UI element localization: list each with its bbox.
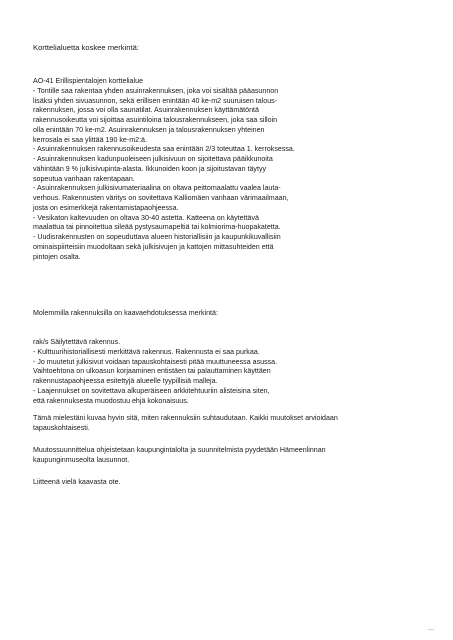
text-line: - Uudisrakennusten on sopeuduttava alueen historiallisiin ja kaupunkikuvallisiin: [33, 233, 281, 241]
document-heading: Korttelialuetta koskee merkintä:: [33, 43, 139, 52]
text-line: - Tontille saa rakentaa yhden asuinrakennuksen, joka voi sisältää pääasunnon: [33, 86, 279, 95]
text-line: olla enintään 70 ke-m2. Asuinrakennuksen ja talousrakennuksen yhteinen: [33, 125, 265, 134]
text-line: - Jo muutetut julkisivut voidaan tapauskohtaisesti pitää muuttuneessa asussa.: [33, 357, 278, 366]
text-line: rakennustapaohjeessa esitettyjä alueelle tyypillisiä malleja.: [33, 377, 218, 385]
text-line: sopeutua vanhaan rakentapaan.: [33, 174, 135, 183]
text-line: tapauskohtaisesti.: [33, 423, 90, 432]
preserved-building-block: [33, 338, 433, 406]
text-line: - Asuinrakennuksen rakennusoikeudesta saa enintään 2/3 toteuttaa 1. kerroksessa.: [33, 145, 295, 154]
text-line: että rakennuksesta muodostuu ehjä kokonaisuus.: [33, 396, 189, 405]
text-line: - Asuinrakennuksen kadunpuoleiseen julkisivuun on sijoitettava pääikkunoita: [33, 155, 273, 163]
text-line: josta on esimerkkejä rakentamistapaohjeessa.: [33, 203, 179, 212]
text-line: pintojen osalta.: [33, 252, 81, 261]
text-line: kaupunginmuseolta lausunnot.: [33, 455, 130, 464]
text-line: lisäksi yhden sivuasunnon, sekä erillisen enintään 40 ke-m2 suuruisen talous-: [33, 96, 278, 105]
text-line: - Laajennukset on sovitettava alkuperäiseen arkkitehtuuriin alisteisina siten,: [33, 386, 270, 395]
text-line: vähintään 9 % julkisivupinta-alasta. Ikkunoiden koon ja sijoitustavan täytyy: [33, 164, 267, 173]
section-b-intro: [33, 309, 433, 319]
text-line: - Kulttuurihistoriallisesti merkittävä rakennus. Rakennusta ei saa purkaa.: [33, 347, 260, 356]
text-line: verhous. Rakennusten väritys on sovitettava Kalliomäen vanhaan värimaailmaan,: [33, 194, 289, 202]
text-line: maalattua tai pinnoitettua sileää pystysaumapeltiä tai kolmiorima-huopakatetta.: [33, 223, 281, 232]
text-line: AO-41 Erillispientalojen korttelialue: [33, 77, 144, 85]
text-line: Vaihtoehtona on ulkoasun korjaaminen entistäen tai palauttaminen käyttäen: [33, 367, 271, 376]
text-line: Molemmilla rakennuksilla on kaavaehdotuksessa merkintä:: [33, 309, 218, 317]
zoning-regulation-block: [33, 77, 433, 262]
text-line: rakennuksen, jossa voi olla saunatilat. Asuinrakennuksen käyttämätöntä: [33, 106, 259, 115]
scan-mark: [428, 629, 434, 634]
text-line: ominaispiirteisiin muodoltaan sekä julkisivujen ja kattojen mittasuhteiden että: [33, 242, 274, 251]
summary-paragraph: [33, 414, 433, 434]
text-line: Liitteenä vielä kaavasta ote.: [33, 478, 121, 486]
text-line: rak/s Säilytettävä rakennus.: [33, 338, 121, 346]
attachment-note: [33, 478, 433, 488]
text-line: rakennusoikeutta voi sijoittaa asuintiloina talousrakennukseen, joka saa silloin: [33, 116, 278, 124]
text-line: Tämä mielestäni kuvaa hyvin sitä, miten rakennuksiin suhtaudutaan. Kaikki muutokset arvioidaan: [33, 414, 338, 422]
text-line: - Asuinrakennuksen julkisivumateriaalina on oltava peittomaalattu vaalea lauta-: [33, 184, 281, 193]
text-line: - Vesikaton kaltevuuden on oltava 30-40 astetta. Katteena on käytettävä: [33, 213, 259, 222]
text-line: Muutossuunnittelua ohjeistetaan kaupungintalolta ja suunnitelmista pyydetään Hämeenlinnan: [33, 446, 326, 454]
guidance-paragraph: [33, 446, 433, 466]
text-line: kerrosala ei saa ylittää 190 ke-m2:ä.: [33, 135, 147, 144]
